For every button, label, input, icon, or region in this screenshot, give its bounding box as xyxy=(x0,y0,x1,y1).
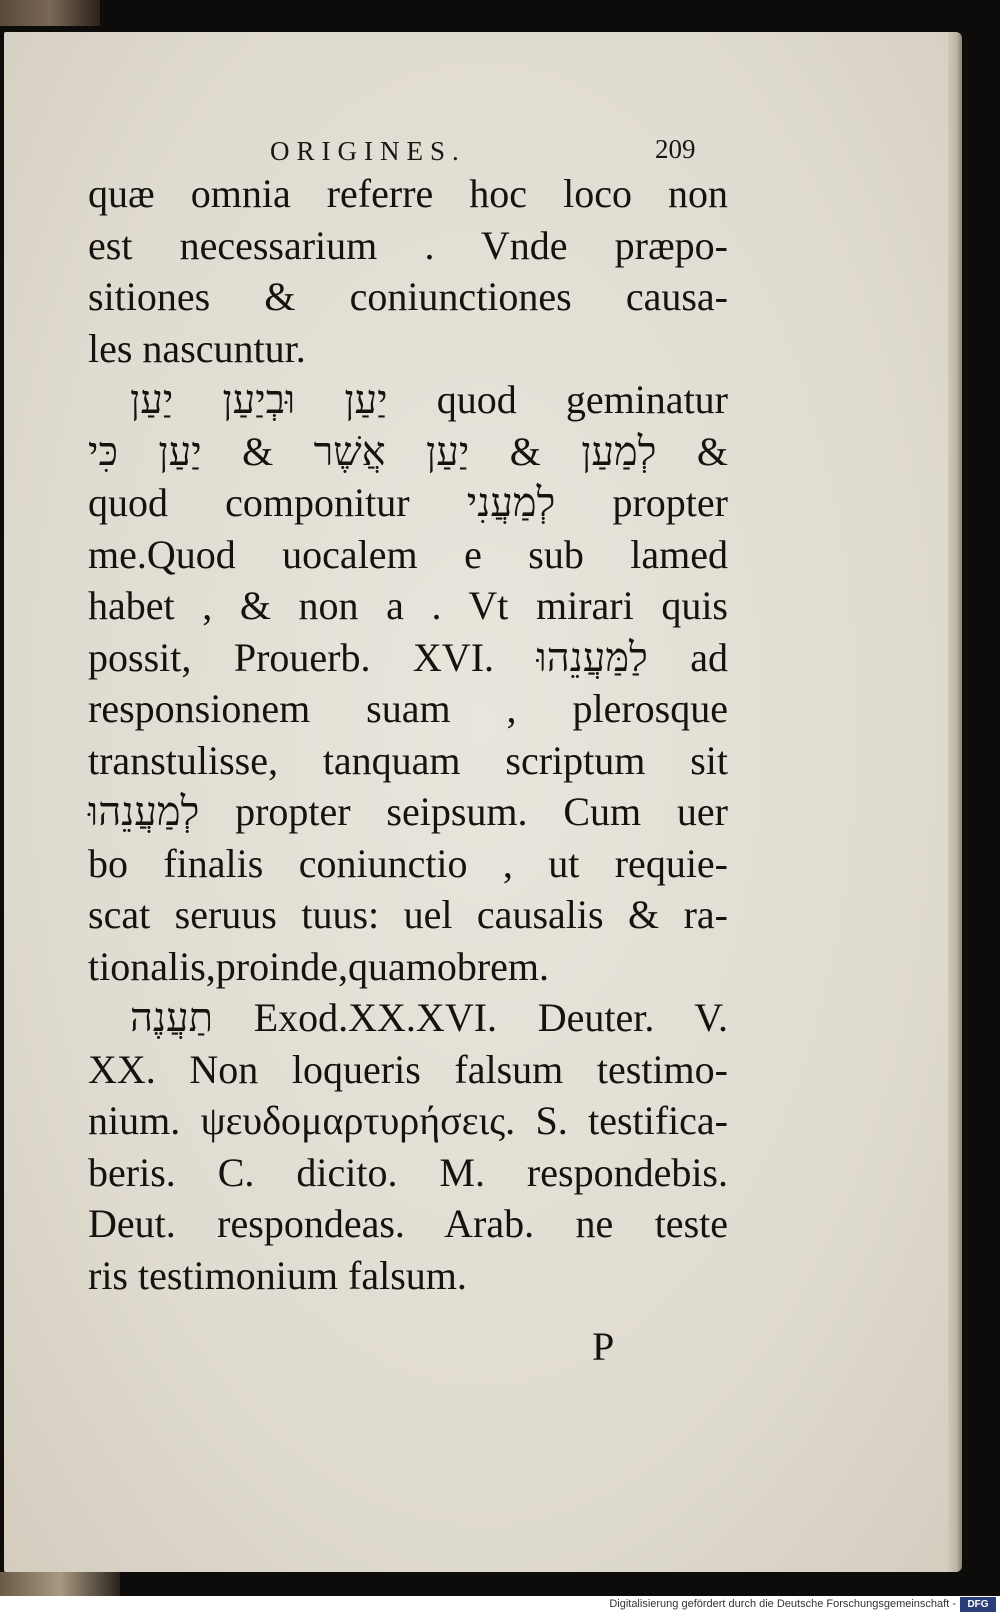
book-cover-corner-top xyxy=(0,0,100,26)
text-line: me.Quod uocalem e sub lamed xyxy=(88,531,728,577)
book-cover-corner-bottom xyxy=(0,1572,120,1596)
text-line: לְמַעֲנֵהוּ propter seipsum. Cum uer xyxy=(88,789,728,834)
page-edge xyxy=(948,32,962,1572)
text-line: bo finalis coniunctio , ut requie- xyxy=(88,840,728,886)
footer-credit: Digitalisierung gefördert durch die Deutsche Forschungsgemeinschaft - xyxy=(609,1598,956,1610)
text-line: XX. Non loqueris falsum testimo- xyxy=(88,1046,728,1092)
text-line: beris. C. dicito. M. respondebis. xyxy=(88,1149,728,1195)
text-line: les nascuntur. xyxy=(88,325,306,371)
dfg-logo: DFG xyxy=(960,1597,996,1612)
footer-bar xyxy=(0,1596,1000,1615)
text-line: תַעֲנֶה Exod.XX.XVI. Deuter. V. xyxy=(130,995,728,1040)
catchword: P xyxy=(592,1324,615,1369)
text-line: sitiones & coniunctiones causa- xyxy=(88,274,728,319)
text-line: ris testimonium falsum. xyxy=(88,1252,467,1298)
body-text xyxy=(88,168,728,1301)
text-line: scat seruus tuus: uel causalis & ra- xyxy=(88,892,728,937)
text-line: nium. ψευδομαρτυρήσεις. S. testifica- xyxy=(88,1098,728,1143)
text-line: יַעַן וּבְיַעַן יַעַן quod geminatur xyxy=(130,377,728,422)
text-line: Deut. respondeas. Arab. ne teste xyxy=(88,1201,728,1246)
text-line: quod componitur לְמַעֲנִי propter xyxy=(88,480,728,525)
running-head-title: ORIGINES. xyxy=(270,136,466,166)
text-line: responsionem suam , plerosque xyxy=(88,686,728,731)
text-line: est necessarium . Vnde præpo- xyxy=(88,222,728,268)
text-line: quæ omnia referre hoc loco non xyxy=(88,171,728,216)
text-line: habet , & non a . Vt mirari quis xyxy=(88,583,728,628)
text-line: tionalis,proinde,quamobrem. xyxy=(88,943,550,989)
page-number: 209 xyxy=(655,134,696,164)
text-line: possit, Prouerb. XVI. לַמַּעֲנֵהוּ ad xyxy=(88,634,728,680)
text-line: לְמַעַן & יַעַן אֲשֶׁר & יַעַן כִּי & xyxy=(88,428,728,474)
text-line: transtulisse, tanquam scriptum sit xyxy=(88,737,728,783)
